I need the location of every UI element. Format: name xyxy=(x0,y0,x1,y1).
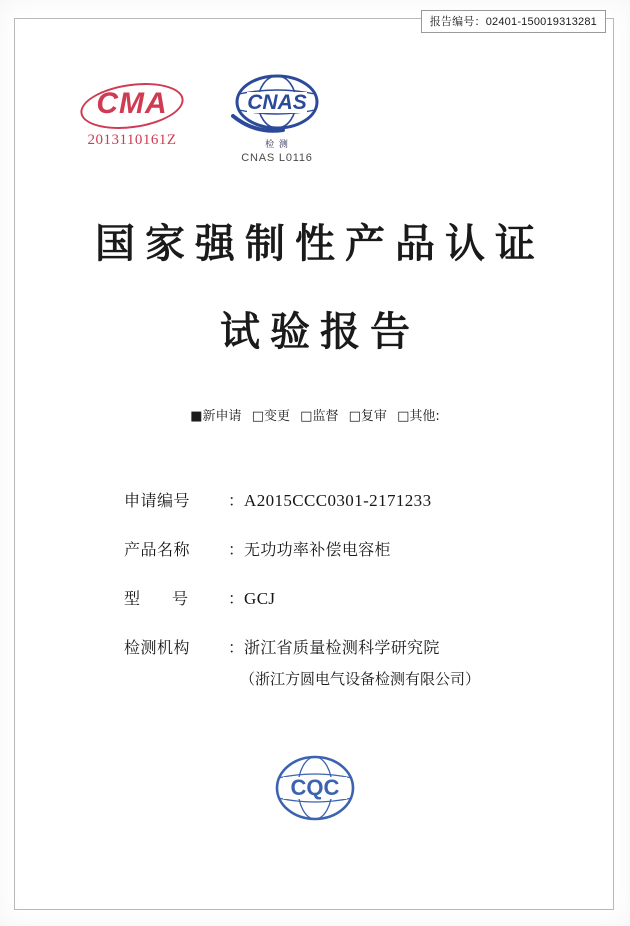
checkbox-label-2: 监督 xyxy=(312,409,339,424)
field-sep-3: ： xyxy=(228,640,245,657)
field-value-application-number: A2015CCC0301-2171233 xyxy=(244,491,432,510)
field-sep-2: ： xyxy=(228,591,245,608)
cnas-sub-text: 检 测 xyxy=(265,140,289,150)
checkbox-option-2[interactable] xyxy=(300,409,338,424)
page-title-line2: 试验报告 xyxy=(220,308,420,355)
field-product-name xyxy=(124,537,544,560)
field-key-product-name: 产品名称 xyxy=(124,540,191,559)
checkbox-mark-4: □ xyxy=(397,409,410,424)
checkbox-option-4[interactable] xyxy=(397,409,440,424)
field-value-institution-subsidiary: （浙江方圆电气设备检测有限公司） xyxy=(240,670,481,688)
svg-text:CQC: CQC xyxy=(290,775,340,800)
cma-logo xyxy=(72,82,192,149)
cnas-code: CNAS L0116 xyxy=(241,152,313,164)
field-sep-0: ： xyxy=(228,493,245,510)
field-key-testing-institution: 检测机构 xyxy=(124,638,191,657)
accreditation-logos xyxy=(0,72,630,182)
field-value-testing-institution: 浙江省质量检测科学研究院 xyxy=(244,638,440,657)
checkbox-option-3[interactable] xyxy=(349,409,387,424)
report-number-value: 02401-150019313281 xyxy=(485,16,597,28)
checkbox-mark-0: ■ xyxy=(190,409,203,424)
field-testing-institution xyxy=(124,635,544,658)
checkbox-label-3: 复审 xyxy=(360,409,387,424)
cnas-seal-icon xyxy=(225,72,329,136)
cqc-seal-icon xyxy=(263,752,367,824)
checkbox-mark-1: □ xyxy=(251,409,264,424)
field-application-number xyxy=(124,488,544,511)
cqc-logo xyxy=(0,752,630,829)
report-fields xyxy=(124,488,544,713)
cma-code: 2013110161Z xyxy=(87,132,177,148)
report-number-label: 报告编号： xyxy=(429,15,486,28)
field-model xyxy=(124,586,544,609)
checkbox-mark-3: □ xyxy=(348,409,361,424)
checkbox-option-1[interactable] xyxy=(252,409,290,424)
field-key-application-number: 申请编号 xyxy=(124,491,191,510)
report-number-box xyxy=(421,10,606,33)
field-sep-1: ： xyxy=(228,542,245,559)
checkbox-option-0[interactable] xyxy=(190,409,241,424)
svg-text:CNAS: CNAS xyxy=(247,91,307,114)
application-type-row xyxy=(0,405,630,424)
checkbox-label-1: 变更 xyxy=(264,409,291,424)
page-title-line1: 国家强制性产品认证 xyxy=(95,220,545,267)
cma-text: CMA xyxy=(96,87,168,120)
cnas-globe-svg xyxy=(225,72,329,136)
checkbox-label-4: 其他: xyxy=(409,409,440,424)
field-value-product-name: 无功功率补偿电容柜 xyxy=(244,540,391,559)
field-key-model: 型 号 xyxy=(124,589,189,608)
checkbox-mark-2: □ xyxy=(300,409,313,424)
checkbox-label-0: 新申请 xyxy=(202,409,242,424)
cma-seal-icon xyxy=(80,82,184,126)
cnas-logo xyxy=(212,72,342,164)
field-value-model: GCJ xyxy=(244,589,276,608)
